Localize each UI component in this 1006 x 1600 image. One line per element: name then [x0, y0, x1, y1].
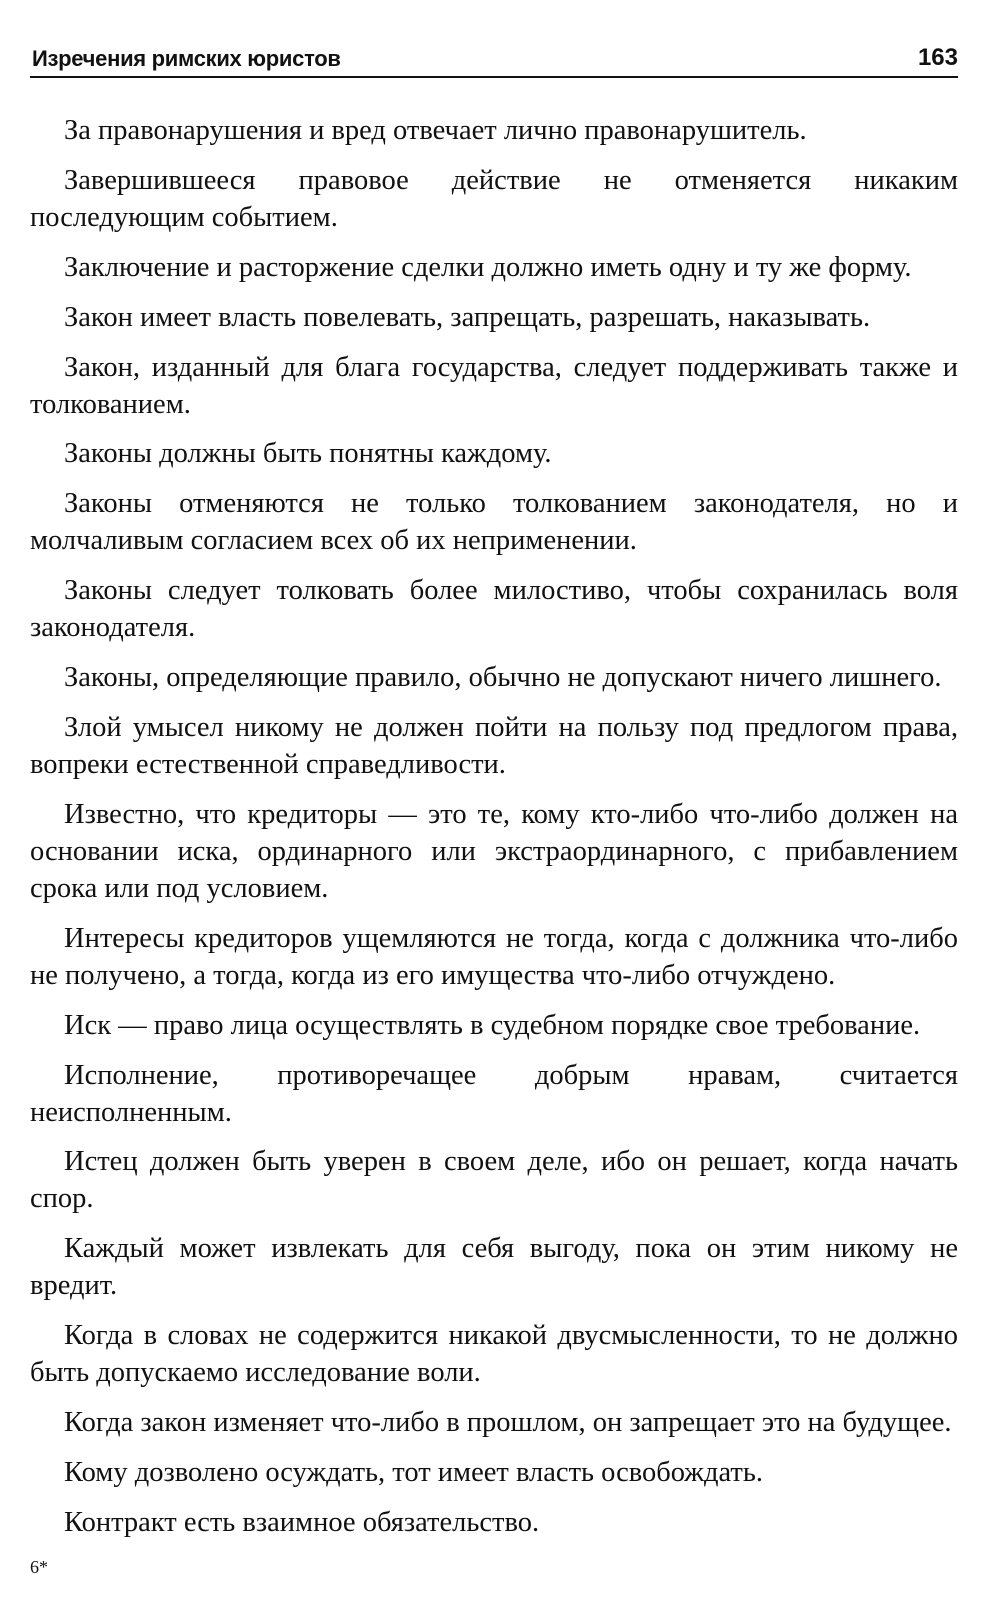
maxim-paragraph: Законы отменяются не только толкованием законодателя, но и молчаливым согласием всех об их неприменении. — [30, 488, 958, 557]
running-title: Изречения римских юристов — [32, 46, 341, 71]
maxim-paragraph: Известно, что кредиторы — это те, кому кто-либо что-либо должен на основании иска, ординарного или экстраординарного, с прибавлением срока или под условием. — [30, 798, 958, 904]
maxim-paragraph: Интересы кредиторов ущемляются не тогда, когда с должника что-либо не получено, а тогда, когда из его имущества что-либо отчуждено. — [30, 922, 958, 991]
maxim-paragraph: Иск — право лица осуществлять в судебном порядке свое требование. — [64, 1009, 921, 1041]
text-block — [30, 112, 958, 1554]
maxim-paragraph: Исполнение, противоречащее добрым нравам, считается неисполненным. — [30, 1059, 958, 1128]
maxim-paragraph: Заключение и расторжение сделки должно иметь одну и ту же форму. — [64, 251, 912, 283]
running-head — [30, 42, 958, 78]
maxim-paragraph: Законы должны быть понятны каждому. — [64, 438, 552, 470]
maxim-paragraph: Кому дозволено осуждать, тот имеет власть освобождать. — [64, 1457, 763, 1489]
maxim-paragraph: Когда закон изменяет что-либо в прошлом, он запрещает это на будущее. — [64, 1407, 952, 1439]
maxim-paragraph: За правонарушения и вред отвечает лично правонарушитель. — [64, 115, 807, 146]
maxim-paragraph: Закон имеет власть повелевать, запрещать, разрешать, наказывать. — [64, 301, 871, 333]
maxim-paragraph: Злой умысел никому не должен пойти на пользу под предлогом права, вопреки естественной справедливости. — [30, 712, 958, 781]
maxim-paragraph: Контракт есть взаимное обязательство. — [64, 1506, 540, 1538]
signature-mark: 6* — [30, 1557, 48, 1577]
maxim-paragraph: Законы следует толковать более милостиво, чтобы сохранилась воля законодателя. — [30, 575, 958, 644]
maxim-paragraph: Закон, изданный для блага государства, следует поддерживать также и толкованием. — [30, 351, 958, 420]
maxim-paragraph: Каждый может извлекать для себя выгоду, пока он этим никому не вредит. — [30, 1233, 958, 1302]
maxim-paragraph: Завершившееся правовое действие не отменяется никаким последующим событием. — [30, 164, 958, 233]
maxim-paragraph: Законы, определяющие правило, обычно не допускают ничего лишнего. — [64, 662, 942, 694]
maxim-paragraph: Когда в словах не содержится никакой двусмысленности, то не должно быть допускаемо исследование воли. — [30, 1320, 958, 1389]
page-number: 163 — [917, 44, 958, 71]
maxim-paragraph: Истец должен быть уверен в своем деле, ибо он решает, когда начать спор. — [30, 1146, 958, 1215]
